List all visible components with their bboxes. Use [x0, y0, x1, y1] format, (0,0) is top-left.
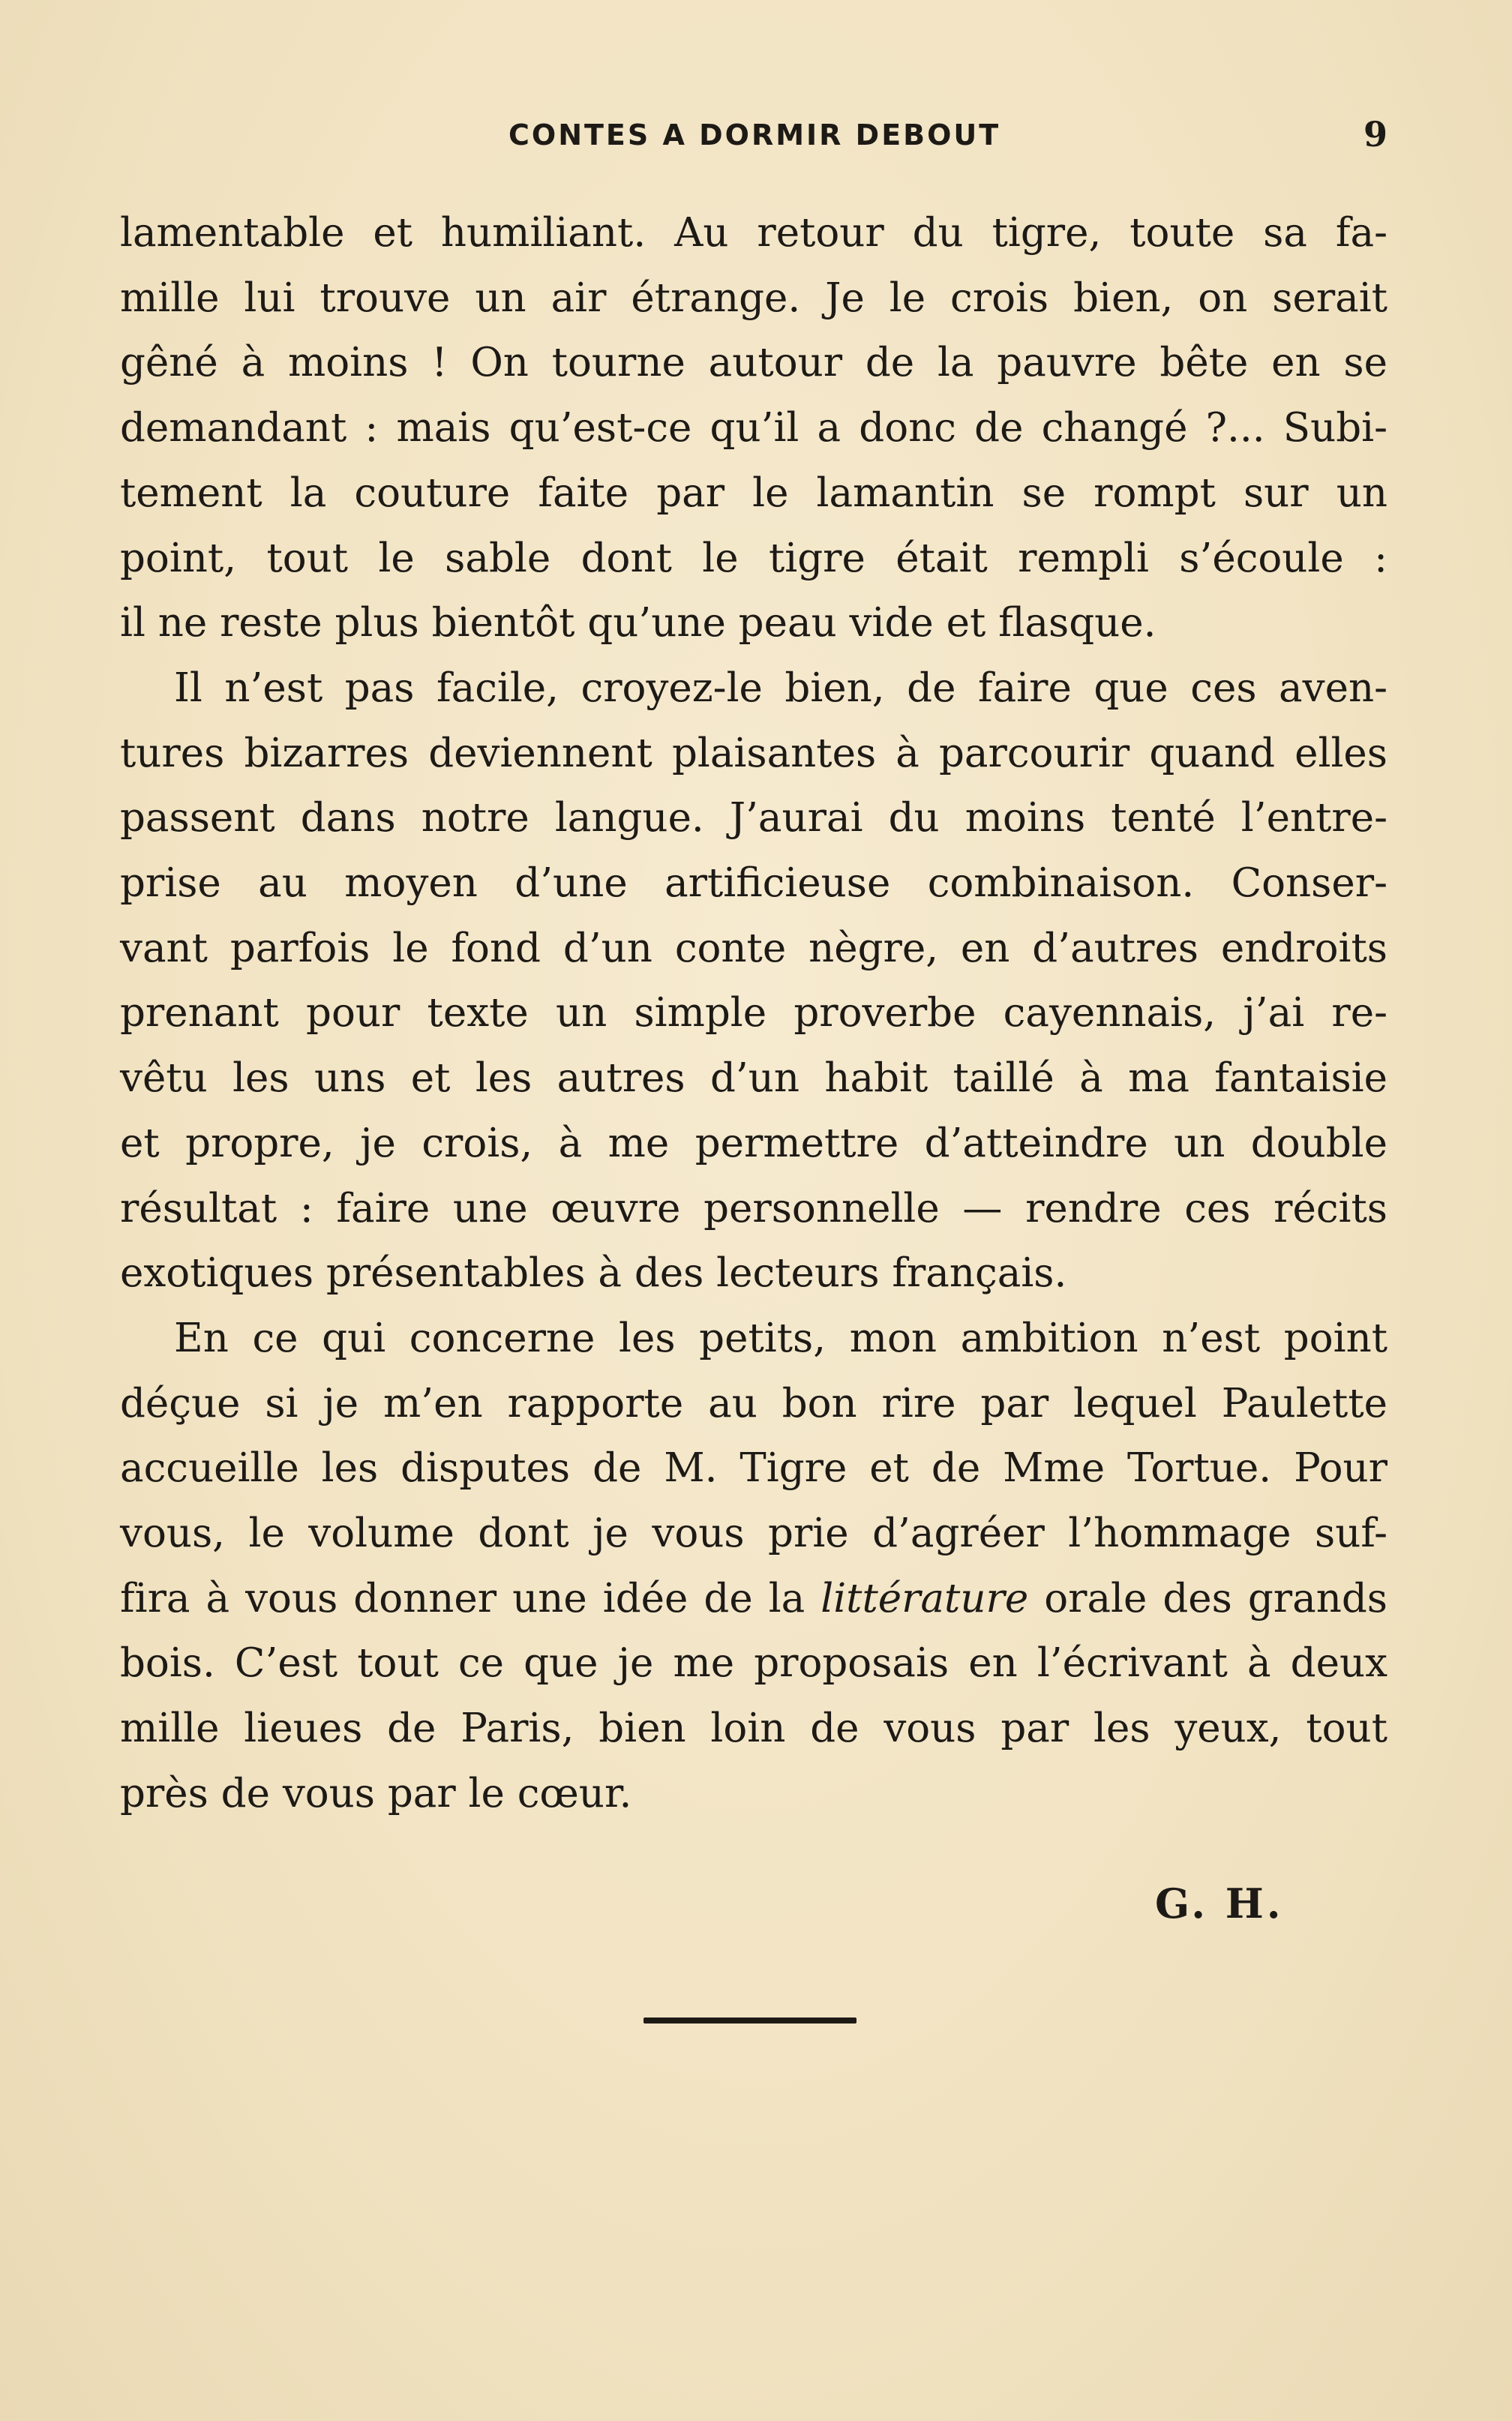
text-line: il ne reste plus bientôt qu’une peau vide et flasque. — [120, 600, 1156, 646]
body-text — [120, 201, 1388, 1827]
text-line: En ce qui concerne les petits, mon ambition n’est point — [174, 1315, 1388, 1361]
text-line: passent dans notre langue. J’aurai du moins tenté l’entre- — [120, 795, 1388, 842]
text-line: mille lui trouve un air étrange. Je le crois bien, on serait — [120, 274, 1388, 321]
text-line: vêtu les uns et les autres d’un habit taillé à ma fantaisie — [120, 1055, 1388, 1102]
text-line: mille lieues de Paris, bien loin de vous par les yeux, tout — [120, 1706, 1388, 1752]
text-line: vant parfois le fond d’un conte nègre, en d’autres endroits — [120, 925, 1388, 971]
end-rule — [644, 2018, 856, 2024]
page-number: 9 — [1363, 114, 1388, 154]
text-line: déçue si je m’en rapporte au bon rire par lequel Paulette — [120, 1380, 1388, 1426]
text-line: exotiques présentables à des lecteurs français. — [120, 1250, 1067, 1297]
text-line: gêné à moins ! On tourne autour de la pauvre bête en se — [120, 340, 1388, 386]
signature: G. H. — [1155, 1880, 1284, 1928]
text-line: Il n’est pas facile, croyez-le bien, de faire que ces aven- — [174, 664, 1388, 711]
text-line: prenant pour texte un simple proverbe cayennais, j’ai re- — [120, 990, 1388, 1036]
text-line: résultat : faire une œuvre personnelle — rendre ces récits — [120, 1185, 1388, 1232]
paragraph-2 — [120, 656, 1388, 1306]
text-line: point, tout le sable dont le tigre était rempli s’écoule : — [120, 535, 1388, 581]
paragraph-3 — [120, 1306, 1388, 1827]
text-line: tures bizarres deviennent plaisantes à parcourir quand elles — [120, 730, 1388, 776]
text-line: fira à vous donner une idée de la littérature orale des grands — [120, 1575, 1388, 1622]
text-line: vous, le volume dont je vous prie d’agréer l’hommage suf- — [120, 1510, 1388, 1557]
text-line: demandant : mais qu’est-ce qu’il a donc de changé ?... Subi- — [120, 405, 1388, 452]
text-line: prise au moyen d’une artificieuse combinaison. Conser- — [120, 860, 1388, 907]
running-title: CONTES A DORMIR DEBOUT — [508, 118, 1001, 152]
text-line: près de vous par le cœur. — [120, 1770, 632, 1816]
text-line: bois. C’est tout ce que je me proposais en l’écrivant à deux — [120, 1640, 1388, 1687]
text-line: tement la couture faite par le lamantin se rompt sur un — [120, 470, 1388, 516]
text-line: accueille les disputes de M. Tigre et de Mme Tortue. Pour — [120, 1445, 1388, 1492]
running-head — [120, 114, 1388, 164]
text-line: lamentable et humiliant. Au retour du tigre, toute sa fa- — [120, 210, 1388, 256]
paragraph-1 — [120, 201, 1388, 656]
text-line: et propre, je crois, à me permettre d’atteindre un double — [120, 1120, 1388, 1166]
